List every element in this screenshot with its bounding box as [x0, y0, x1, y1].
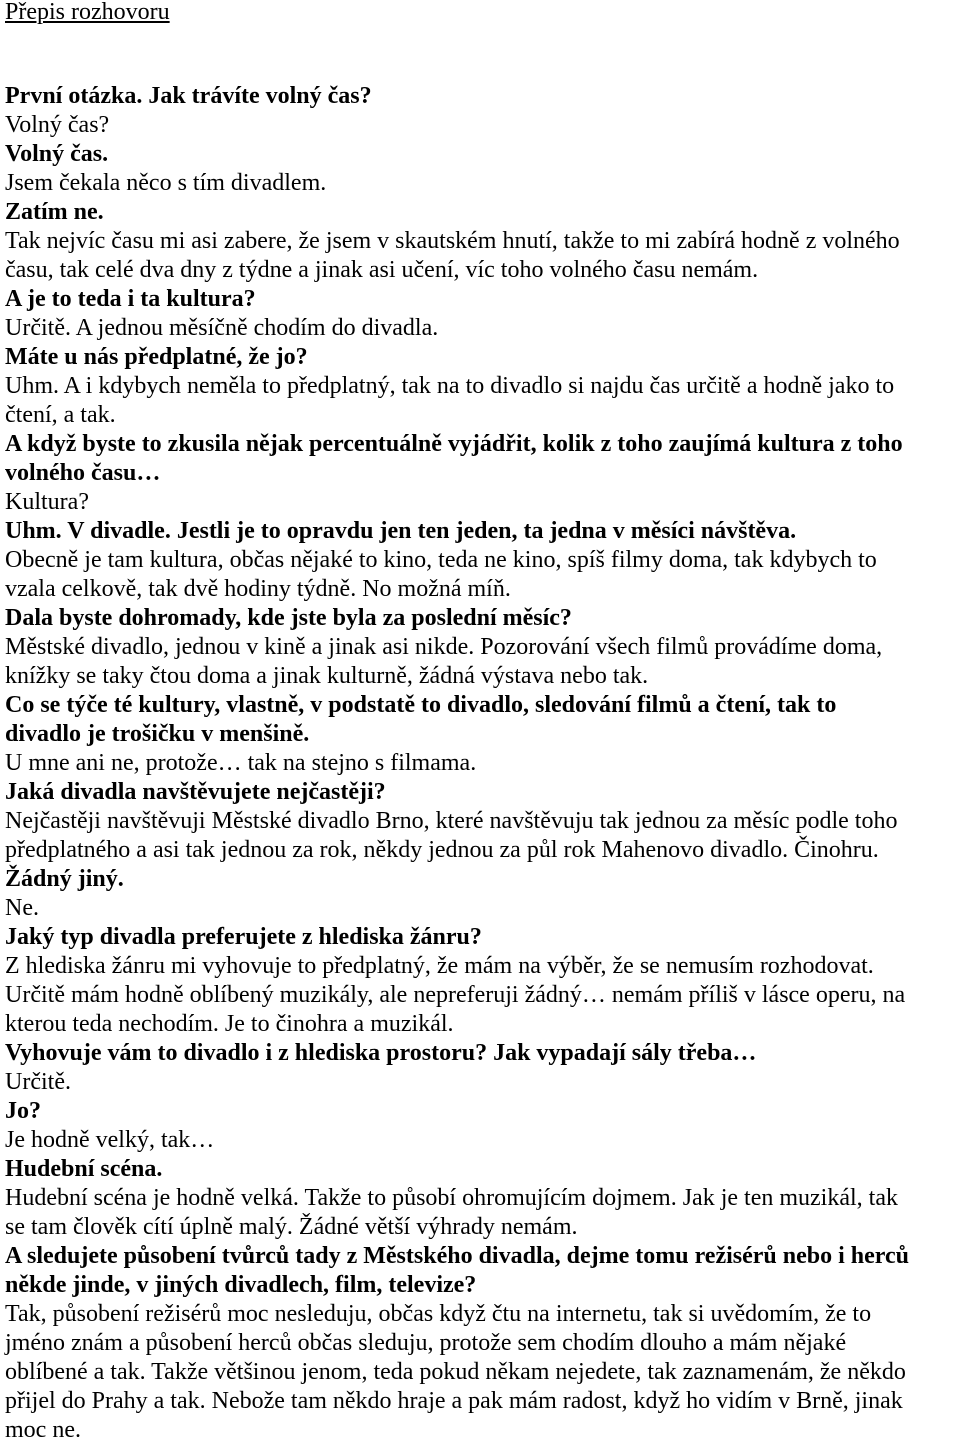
question	[5, 343, 955, 372]
transcript-line: Je hodně velký, tak…	[5, 1127, 215, 1153]
answer	[5, 1068, 955, 1097]
transcript-line: Obecně je tam kultura, občas nějaké to kino, teda ne kino, spíš filmy doma, tak kdybych to	[5, 547, 877, 573]
question	[5, 1155, 955, 1184]
transcript-line: Tak, působení režisérů moc nesleduju, občas když čtu na internetu, tak si uvědomím, že to	[5, 1301, 872, 1327]
transcript-line: vzala celkově, tak dvě hodiny týdně. No možná míň.	[5, 576, 511, 602]
transcript-line: A když byste to zkusila nějak percentuálně vyjádřit, kolik z toho zaujímá kultura z toho	[5, 431, 903, 457]
transcript-line: Kultura?	[5, 489, 89, 515]
transcript-line: Uhm. V divadle. Jestli je to opravdu jen ten jeden, ta jedna v měsíci návštěva.	[5, 518, 797, 544]
question	[5, 517, 955, 546]
transcript-line: někde jinde, v jiných divadlech, film, televize?	[5, 1272, 477, 1298]
transcript-line: Dala byste dohromady, kde jste byla za poslední měsíc?	[5, 605, 572, 631]
transcript-line: Určitě mám hodně oblíbený muzikály, ale nepreferuji žádný… nemám příliš v lásce operu, na	[5, 982, 906, 1008]
transcript-line: volného času…	[5, 460, 161, 486]
answer	[5, 372, 955, 430]
question	[5, 1097, 955, 1126]
transcript-line: Městské divadlo, jednou v kině a jinak asi nikde. Pozorování všech filmů provádíme doma,	[5, 634, 883, 660]
transcript-line: čtení, a tak.	[5, 402, 116, 428]
transcript-line: A sledujete působení tvůrců tady z Městského divadla, dejme tomu režisérů nebo i herců	[5, 1243, 909, 1269]
answer	[5, 1184, 955, 1242]
document-title: Přepis rozhovoru	[5, 0, 170, 25]
answer	[5, 894, 955, 923]
transcript-line: Hudební scéna.	[5, 1156, 163, 1182]
transcript-line: Jaký typ divadla preferujete z hlediska žánru?	[5, 924, 482, 950]
transcript-line: oblíbené a tak. Takže většinou jenom, teda pokud někam nejedete, tak zaznamenám, že někdo	[5, 1359, 906, 1385]
question	[5, 865, 955, 894]
interview-transcript	[5, 82, 955, 1445]
question	[5, 604, 955, 633]
question	[5, 430, 955, 488]
transcript-line: Jaká divadla navštěvujete nejčastěji?	[5, 779, 386, 805]
transcript-line: Jsem čekala něco s tím divadlem.	[5, 170, 327, 196]
transcript-line: moc ne.	[5, 1417, 81, 1443]
transcript-line: Hudební scéna je hodně velká. Takže to působí ohromujícím dojmem. Jak je ten muzikál, tak	[5, 1185, 898, 1211]
transcript-line: Žádný jiný.	[5, 866, 124, 892]
answer	[5, 169, 955, 198]
transcript-line: přijel do Prahy a tak. Nebože tam někdo hraje a pak mám radost, když ho vidím v Brně, jinak	[5, 1388, 903, 1414]
transcript-line: předplatného a asi tak jednou za rok, někdy jednou za půl rok Mahenovo divadlo. Činohru.	[5, 837, 879, 863]
transcript-line: Nejčastěji navštěvuji Městské divadlo Brno, které navštěvuju tak jednou za měsíc podle toho	[5, 808, 898, 834]
question	[5, 285, 955, 314]
answer	[5, 314, 955, 343]
transcript-line: času, tak celé dva dny z týdne a jinak asi učení, víc toho volného času nemám.	[5, 257, 759, 283]
question	[5, 691, 955, 749]
answer	[5, 749, 955, 778]
answer	[5, 546, 955, 604]
question	[5, 923, 955, 952]
transcript-line: Volný čas.	[5, 141, 109, 167]
transcript-line: Máte u nás předplatné, že jo?	[5, 344, 308, 370]
transcript-line: První otázka. Jak trávíte volný čas?	[5, 83, 372, 109]
transcript-line: divadlo je trošičku v menšině.	[5, 721, 310, 747]
transcript-line: Co se týče té kultury, vlastně, v podstatě to divadlo, sledování filmů a čtení, tak to	[5, 692, 837, 718]
question	[5, 1039, 955, 1068]
transcript-line: knížky se taky čtou doma a jinak kulturně, žádná výstava nebo tak.	[5, 663, 649, 689]
transcript-line: Uhm. A i kdybych neměla to předplatný, tak na to divadlo si najdu čas určitě a hodně jako to	[5, 373, 895, 399]
question	[5, 198, 955, 227]
answer	[5, 952, 955, 1039]
transcript-line: Určitě. A jednou měsíčně chodím do divadla.	[5, 315, 439, 341]
question	[5, 140, 955, 169]
question	[5, 82, 955, 111]
answer	[5, 633, 955, 691]
transcript-line: Zatím ne.	[5, 199, 104, 225]
transcript-line: Jo?	[5, 1098, 41, 1124]
question	[5, 1242, 955, 1300]
transcript-line: Vyhovuje vám to divadlo i z hlediska prostoru? Jak vypadají sály třeba…	[5, 1040, 757, 1066]
transcript-line: U mne ani ne, protože… tak na stejno s filmama.	[5, 750, 477, 776]
transcript-line: se tam člověk cítí úplně malý. Žádné větší výhrady nemám.	[5, 1214, 578, 1240]
transcript-line: Z hlediska žánru mi vyhovuje to předplatný, že mám na výběr, že se nemusím rozhodovat.	[5, 953, 874, 979]
transcript-line: jméno znám a působení herců občas sleduju, protože sem chodím dlouho a mám nějaké	[5, 1330, 847, 1356]
transcript-line: Ne.	[5, 895, 39, 921]
answer	[5, 488, 955, 517]
answer	[5, 1126, 955, 1155]
answer	[5, 1300, 955, 1445]
transcript-line: kterou teda nechodím. Je to činohra a muzikál.	[5, 1011, 454, 1037]
answer	[5, 111, 955, 140]
question	[5, 778, 955, 807]
transcript-line: A je to teda i ta kultura?	[5, 286, 256, 312]
transcript-line: Určitě.	[5, 1069, 71, 1095]
transcript-line: Volný čas?	[5, 112, 110, 138]
answer	[5, 227, 955, 285]
transcript-line: Tak nejvíc času mi asi zabere, že jsem v skautském hnutí, takže to mi zabírá hodně z volného	[5, 228, 900, 254]
answer	[5, 807, 955, 865]
